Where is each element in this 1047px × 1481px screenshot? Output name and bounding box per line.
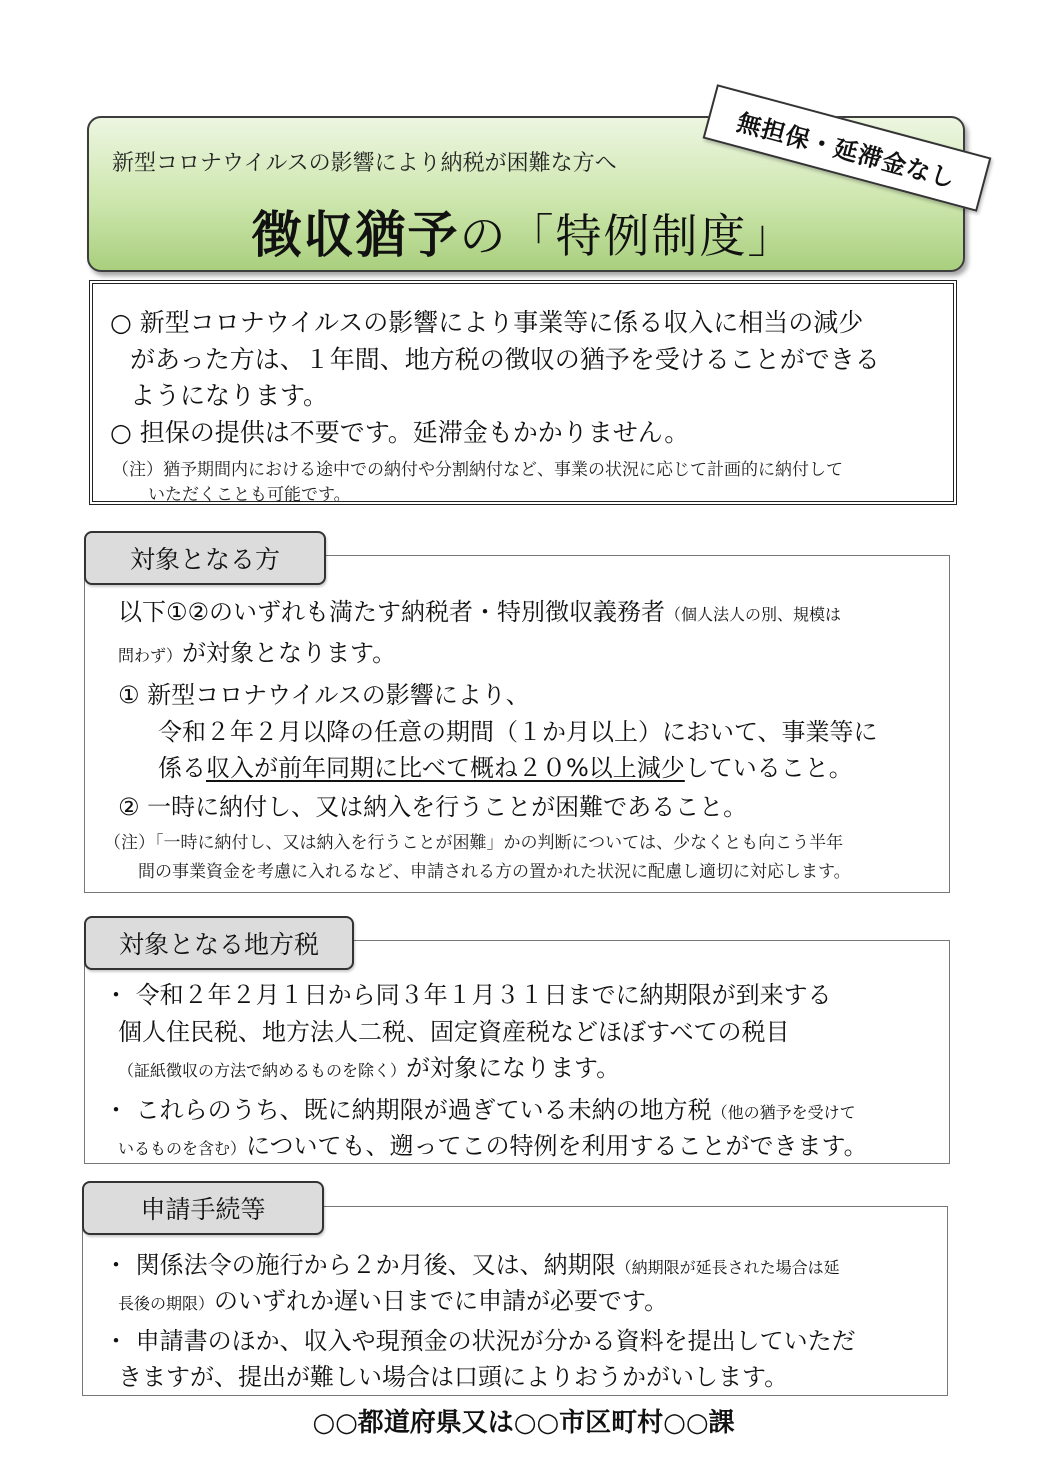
s1-intro-2b: が対象となります。 bbox=[182, 639, 397, 667]
s3-bullet-1-line-2 bbox=[118, 1281, 668, 1316]
header-title bbox=[0, 195, 1047, 267]
s1-intro-1a: 以下①②のいずれも満たす納税者・特別徴収義務者 bbox=[118, 598, 666, 626]
summary-line-4: ○ 担保の提供は不要です。延滞金もかかりません。 bbox=[110, 418, 690, 447]
s3-bullet-2-line-1: ・ 申請書のほか、収入や現預金の状況が分かる資料を提出していただ bbox=[104, 1327, 856, 1355]
s2-bullet-2-2b: についても、遡ってこの特例を利用することができます。 bbox=[246, 1132, 868, 1160]
s3-bullet-1-2a: 長後の期限） bbox=[118, 1294, 215, 1313]
s1-item-1-line-3 bbox=[158, 748, 853, 783]
header-title-rest: の「特例制度」 bbox=[459, 209, 796, 263]
s1-item-2: ② 一時に納付し、又は納入を行うことが困難であること。 bbox=[118, 793, 748, 821]
summary-note-2: いただくことも可能です。 bbox=[148, 485, 351, 505]
summary-line-1: ○ 新型コロナウイルスの影響により事業等に係る収入に相当の減少 bbox=[110, 308, 864, 337]
tab-target-persons: 対象となる方 bbox=[84, 531, 326, 585]
s2-bullet-1-line-3 bbox=[118, 1048, 620, 1083]
tab-procedures: 申請手続等 bbox=[82, 1181, 324, 1235]
s2-bullet-1-line-1: ・ 令和２年２月１日から同３年１月３１日までに納期限が到来する bbox=[104, 981, 832, 1009]
s2-bullet-2-2a: いるものを含む） bbox=[118, 1139, 247, 1158]
s1-intro-1b: （個人法人の別、規模は bbox=[665, 605, 842, 624]
s2-bullet-1-3a: （証紙徴収の方法で納めるものを除く） bbox=[118, 1061, 407, 1080]
summary-note-1: （注）猶予期間内における途中での納付や分割納付など、事業の状況に応じて計画的に納付して bbox=[112, 460, 843, 480]
s3-bullet-1-line-1 bbox=[104, 1245, 840, 1280]
s1-item-1-line-2: 令和２年２月以降の任意の期間（１か月以上）において、事業等に bbox=[158, 718, 878, 746]
s1-intro-line-2 bbox=[118, 633, 396, 668]
s1-note-1: （注）「一時に納付し、又は納入を行うことが困難」かの判断については、少なくとも向こう半年 bbox=[104, 833, 844, 853]
s3-bullet-1-1a: ・ 関係法令の施行から２か月後、又は、納期限 bbox=[104, 1251, 616, 1279]
no-collateral-stamp: 無担保・延滞金なし bbox=[703, 84, 992, 212]
s1-item-1-3c: していること。 bbox=[684, 754, 853, 782]
s2-bullet-1-3b: が対象になります。 bbox=[406, 1054, 621, 1082]
s3-bullet-1-2b: のいずれか遅い日までに申請が必要です。 bbox=[214, 1287, 669, 1315]
s1-intro-2a: 問わず） bbox=[118, 646, 183, 665]
tab-target-taxes: 対象となる地方税 bbox=[84, 916, 354, 970]
footer-office: ○○都道府県又は○○市区町村○○課 bbox=[312, 1408, 735, 1438]
s3-bullet-1-1b: （納期限が延長された場合は延 bbox=[615, 1258, 840, 1277]
s1-item-1-3a: 係る bbox=[158, 754, 206, 782]
s1-intro-line-1 bbox=[118, 592, 841, 627]
summary-line-3: ようになります。 bbox=[130, 381, 329, 410]
s2-bullet-2-1a: ・ これらのうち、既に納期限が過ぎている未納の地方税 bbox=[104, 1096, 712, 1124]
s2-bullet-2-line-2 bbox=[118, 1126, 868, 1161]
header-subtitle: 新型コロナウイルスの影響により納税が困難な方へ bbox=[112, 151, 617, 176]
s2-bullet-2-line-1 bbox=[104, 1090, 856, 1125]
s3-bullet-2-line-2: きますが、提出が難しい場合は口頭によりおうかがいします。 bbox=[118, 1363, 789, 1391]
s1-item-1-underlined: 収入が前年同期に比べて概ね２０%以上減少 bbox=[206, 754, 685, 782]
s2-bullet-2-1b: （他の猶予を受けて bbox=[711, 1103, 856, 1122]
s1-note-2: 間の事業資金を考慮に入れるなど、申請される方の置かれた状況に配慮し適切に対応します。 bbox=[138, 862, 851, 882]
s1-item-1-line-1: ① 新型コロナウイルスの影響により、 bbox=[118, 681, 530, 709]
summary-line-2: があった方は、１年間、地方税の徴収の猶予を受けることができる bbox=[130, 345, 880, 374]
s2-bullet-1-line-2: 個人住民税、地方法人二税、固定資産税などほぼすべての税目 bbox=[118, 1018, 790, 1046]
header-title-bold: 徴収猶予 bbox=[251, 206, 460, 264]
